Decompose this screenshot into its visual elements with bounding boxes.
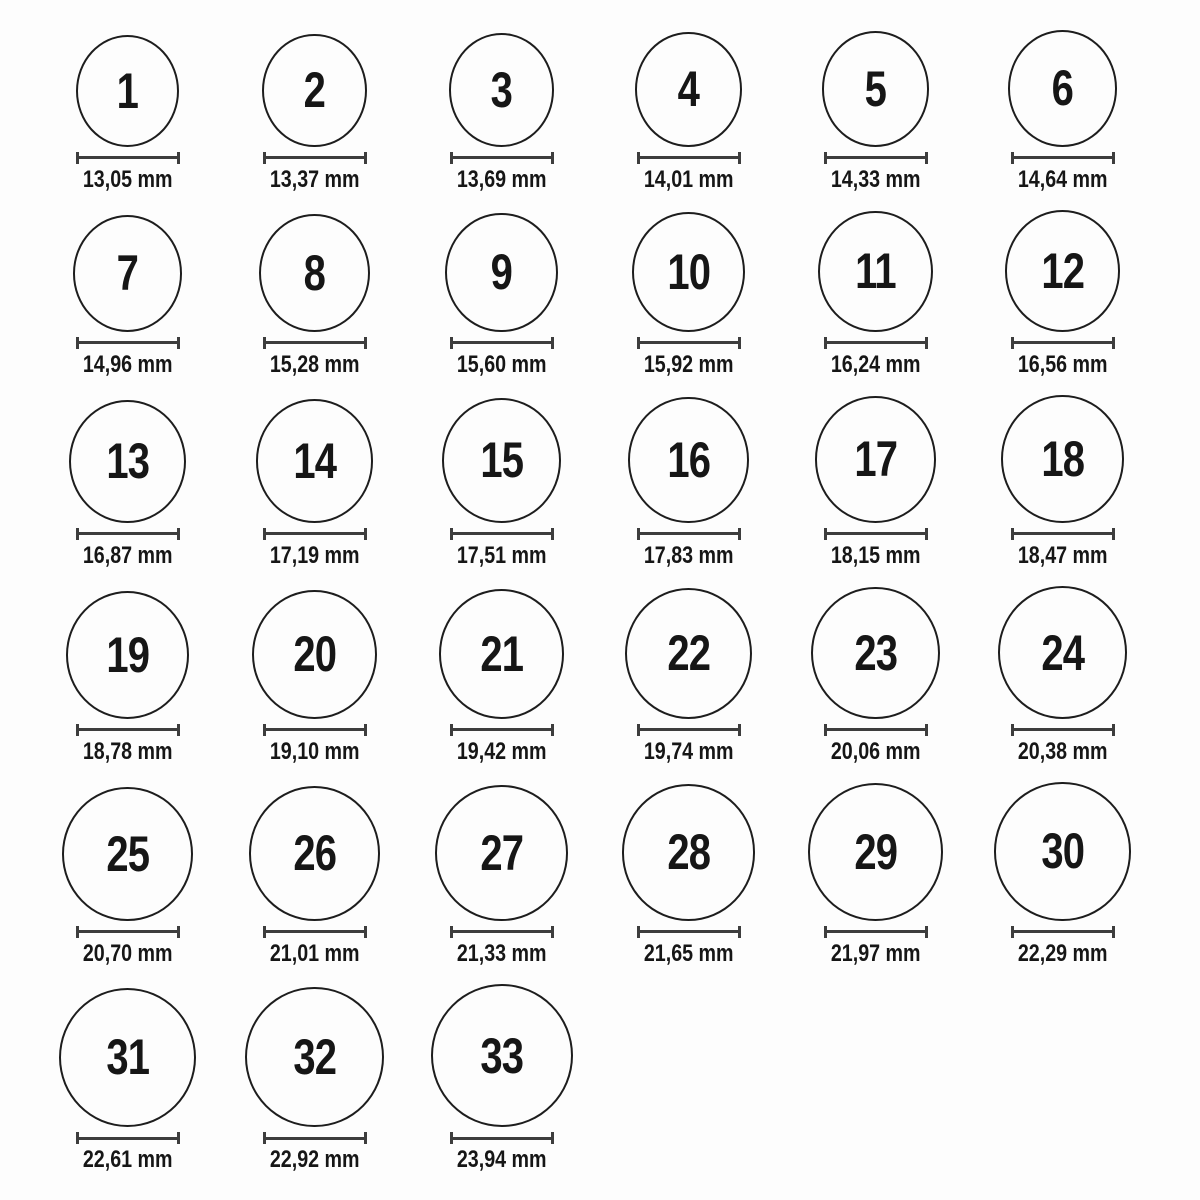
diameter-ruler bbox=[450, 926, 554, 938]
ring-size-number: 14 bbox=[293, 432, 336, 489]
ring-circle bbox=[256, 399, 374, 523]
ring-circle bbox=[622, 784, 756, 921]
ring-size-cell bbox=[408, 213, 595, 379]
ring-size-number: 13 bbox=[106, 433, 149, 490]
ring-size-cell bbox=[221, 214, 408, 379]
diameter-ruler bbox=[637, 152, 741, 164]
ring-circle bbox=[815, 396, 936, 523]
ring-size-row bbox=[34, 395, 1200, 569]
ring-circle bbox=[1008, 30, 1117, 147]
ring-circle bbox=[262, 34, 366, 147]
ring-size-number: 11 bbox=[855, 243, 896, 300]
ring-circle bbox=[818, 211, 932, 332]
ring-size-cell bbox=[595, 588, 782, 765]
ring-size-cell bbox=[782, 211, 969, 378]
ring-size-cell bbox=[782, 31, 969, 193]
ring-size-number: 6 bbox=[1051, 60, 1074, 117]
diameter-label: 18,15 mm bbox=[830, 541, 921, 569]
diameter-label: 20,06 mm bbox=[830, 737, 921, 765]
ring-size-cell bbox=[221, 34, 408, 193]
ring-circle bbox=[259, 214, 370, 332]
diameter-label: 16,56 mm bbox=[1017, 350, 1108, 378]
diameter-ruler bbox=[263, 337, 367, 349]
ring-size-cell bbox=[595, 32, 782, 193]
ring-size-number: 2 bbox=[303, 62, 326, 119]
diameter-label: 19,10 mm bbox=[269, 737, 360, 765]
diameter-ruler bbox=[824, 926, 928, 938]
diameter-ruler bbox=[824, 337, 928, 349]
diameter-label: 13,05 mm bbox=[82, 165, 173, 193]
diameter-ruler bbox=[637, 528, 741, 540]
ring-size-row bbox=[34, 586, 1200, 765]
diameter-ruler bbox=[1011, 152, 1115, 164]
diameter-label: 15,92 mm bbox=[643, 350, 734, 378]
diameter-label: 14,01 mm bbox=[643, 165, 734, 193]
diameter-ruler bbox=[1011, 528, 1115, 540]
ring-size-number: 32 bbox=[293, 1028, 336, 1085]
diameter-ruler bbox=[76, 1132, 180, 1144]
ring-size-cell bbox=[34, 215, 221, 379]
diameter-ruler bbox=[263, 528, 367, 540]
ring-size-cell bbox=[969, 395, 1156, 569]
ring-size-number: 1 bbox=[116, 62, 139, 119]
diameter-label: 19,42 mm bbox=[456, 737, 547, 765]
ring-size-cell bbox=[408, 33, 595, 193]
ring-circle bbox=[59, 988, 196, 1127]
ring-size-number: 33 bbox=[480, 1027, 523, 1084]
ring-size-number: 16 bbox=[667, 431, 710, 488]
ring-circle bbox=[449, 33, 554, 147]
ring-circle bbox=[62, 787, 192, 921]
ring-size-cell bbox=[969, 782, 1156, 967]
ring-circle bbox=[632, 212, 745, 332]
ring-size-cell bbox=[408, 589, 595, 766]
ring-circle bbox=[442, 398, 561, 523]
ring-size-cell bbox=[782, 587, 969, 765]
ring-size-number: 23 bbox=[854, 624, 897, 681]
ring-circle bbox=[822, 31, 930, 147]
ring-size-number: 30 bbox=[1041, 823, 1084, 880]
ring-circle bbox=[73, 215, 183, 332]
ring-circle bbox=[66, 591, 190, 719]
diameter-ruler bbox=[1011, 337, 1115, 349]
diameter-ruler bbox=[637, 724, 741, 736]
ring-circle bbox=[1001, 395, 1123, 522]
diameter-label: 21,97 mm bbox=[830, 939, 921, 967]
diameter-ruler bbox=[263, 926, 367, 938]
diameter-label: 19,74 mm bbox=[643, 737, 734, 765]
ring-size-number: 27 bbox=[480, 824, 523, 881]
diameter-label: 17,51 mm bbox=[456, 541, 547, 569]
ring-size-cell bbox=[408, 984, 595, 1173]
ring-circle bbox=[994, 782, 1130, 920]
diameter-label: 13,69 mm bbox=[456, 165, 547, 193]
diameter-label: 20,38 mm bbox=[1017, 737, 1108, 765]
diameter-ruler bbox=[450, 152, 554, 164]
ring-size-number: 4 bbox=[677, 61, 700, 118]
diameter-ruler bbox=[263, 724, 367, 736]
ring-size-number: 9 bbox=[490, 244, 513, 301]
diameter-label: 13,37 mm bbox=[269, 165, 360, 193]
diameter-label: 14,33 mm bbox=[830, 165, 921, 193]
ring-size-number: 20 bbox=[293, 626, 336, 683]
ring-circle bbox=[76, 35, 179, 147]
diameter-label: 20,70 mm bbox=[82, 939, 173, 967]
ring-size-cell bbox=[969, 210, 1156, 378]
ring-size-cell bbox=[221, 399, 408, 569]
ring-circle bbox=[245, 987, 383, 1127]
diameter-ruler bbox=[637, 337, 741, 349]
ring-circle bbox=[252, 590, 377, 719]
ring-size-row bbox=[34, 984, 1200, 1173]
diameter-label: 18,47 mm bbox=[1017, 541, 1108, 569]
ring-size-cell bbox=[969, 30, 1156, 193]
diameter-label: 17,19 mm bbox=[269, 541, 360, 569]
ring-size-cell bbox=[34, 35, 221, 193]
ring-size-number: 31 bbox=[106, 1029, 149, 1086]
diameter-ruler bbox=[76, 528, 180, 540]
ring-circle bbox=[808, 783, 943, 920]
diameter-label: 22,61 mm bbox=[82, 1146, 173, 1174]
ring-size-number: 19 bbox=[106, 626, 149, 683]
diameter-ruler bbox=[76, 337, 180, 349]
ring-size-cell bbox=[595, 784, 782, 967]
ring-size-number: 29 bbox=[854, 823, 897, 880]
diameter-label: 22,29 mm bbox=[1017, 939, 1108, 967]
ring-size-number: 21 bbox=[480, 625, 523, 682]
ring-circle bbox=[635, 32, 741, 147]
ring-size-cell bbox=[782, 396, 969, 569]
diameter-ruler bbox=[263, 1132, 367, 1144]
diameter-label: 17,83 mm bbox=[643, 541, 734, 569]
ring-size-number: 7 bbox=[116, 245, 139, 302]
diameter-label: 21,01 mm bbox=[269, 939, 360, 967]
diameter-label: 14,64 mm bbox=[1017, 165, 1108, 193]
ring-circle bbox=[439, 589, 565, 719]
diameter-ruler bbox=[824, 724, 928, 736]
ring-circle bbox=[1005, 210, 1121, 332]
diameter-label: 16,24 mm bbox=[830, 350, 921, 378]
ring-size-row bbox=[34, 210, 1200, 378]
ring-size-cell bbox=[782, 783, 969, 967]
ring-circle bbox=[431, 984, 573, 1127]
diameter-label: 14,96 mm bbox=[82, 350, 173, 378]
ring-size-cell bbox=[221, 987, 408, 1173]
diameter-ruler bbox=[1011, 926, 1115, 938]
ring-size-number: 15 bbox=[480, 432, 523, 489]
ring-size-number: 10 bbox=[667, 243, 710, 300]
diameter-label: 15,28 mm bbox=[269, 350, 360, 378]
ring-size-cell bbox=[408, 785, 595, 967]
ring-circle bbox=[249, 786, 381, 921]
ring-circle bbox=[435, 785, 568, 921]
diameter-label: 16,87 mm bbox=[82, 541, 173, 569]
ring-circle bbox=[628, 397, 748, 523]
ring-size-cell bbox=[221, 590, 408, 766]
ring-size-cell bbox=[34, 988, 221, 1174]
ring-size-row bbox=[34, 30, 1200, 193]
ring-circle bbox=[998, 586, 1127, 719]
ring-size-number: 17 bbox=[854, 431, 897, 488]
diameter-ruler bbox=[450, 1132, 554, 1144]
diameter-label: 21,65 mm bbox=[643, 939, 734, 967]
diameter-ruler bbox=[1011, 724, 1115, 736]
diameter-label: 21,33 mm bbox=[456, 939, 547, 967]
diameter-ruler bbox=[824, 152, 928, 164]
ring-size-number: 3 bbox=[490, 61, 513, 118]
ring-size-number: 8 bbox=[303, 244, 326, 301]
ring-size-cell bbox=[969, 586, 1156, 765]
ring-size-cell bbox=[408, 398, 595, 569]
diameter-ruler bbox=[450, 528, 554, 540]
ring-size-number: 24 bbox=[1041, 624, 1084, 681]
diameter-label: 18,78 mm bbox=[82, 737, 173, 765]
ring-circle bbox=[811, 587, 939, 719]
ring-size-cell bbox=[221, 786, 408, 967]
ring-size-number: 12 bbox=[1041, 242, 1084, 299]
ring-circle bbox=[69, 400, 186, 523]
diameter-ruler bbox=[76, 152, 180, 164]
ring-size-number: 22 bbox=[667, 625, 710, 682]
diameter-ruler bbox=[263, 152, 367, 164]
ring-size-number: 18 bbox=[1041, 430, 1084, 487]
diameter-label: 22,92 mm bbox=[269, 1146, 360, 1174]
ring-size-number: 28 bbox=[667, 824, 710, 881]
diameter-ruler bbox=[450, 337, 554, 349]
diameter-label: 23,94 mm bbox=[456, 1146, 547, 1174]
diameter-ruler bbox=[450, 724, 554, 736]
ring-size-cell bbox=[595, 212, 782, 379]
ring-circle bbox=[625, 588, 752, 719]
ring-size-cell bbox=[34, 400, 221, 569]
ring-circle bbox=[445, 213, 557, 332]
ring-size-number: 5 bbox=[864, 60, 887, 117]
diameter-ruler bbox=[637, 926, 741, 938]
diameter-ruler bbox=[76, 926, 180, 938]
ring-size-cell bbox=[34, 591, 221, 766]
ring-size-cell bbox=[595, 397, 782, 569]
diameter-ruler bbox=[824, 528, 928, 540]
diameter-ruler bbox=[76, 724, 180, 736]
ring-size-number: 25 bbox=[106, 825, 149, 882]
ring-size-cell bbox=[34, 787, 221, 967]
ring-size-number: 26 bbox=[293, 825, 336, 882]
ring-size-row bbox=[34, 782, 1200, 967]
diameter-label: 15,60 mm bbox=[456, 350, 547, 378]
